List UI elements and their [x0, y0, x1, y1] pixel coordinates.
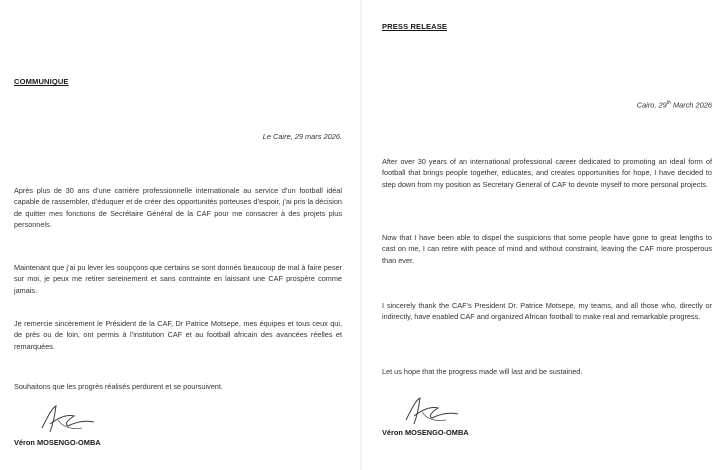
press-release-date: [637, 100, 712, 109]
communique-paragraph-4: Souhaitons que les progrès réalisés perdurent et se poursuivent.: [14, 382, 223, 391]
date-suffix: March 2026: [670, 100, 712, 110]
press-release-paragraph-2: Now that I have been able to dispel the suspicions that some people have gone to great lengths to cast on me, I can retire with peace of mind and without constraint, leaving the CAF more prosperous than ever.: [382, 233, 712, 265]
press-release-heading: PRESS RELEASE: [382, 22, 448, 31]
press-release-signatory: Véron MOSENGO-OMBA: [382, 428, 469, 437]
communique-heading: COMMUNIQUE: [14, 77, 69, 86]
date-ordinal: th: [666, 100, 671, 106]
communique-paragraph-3: Je remercie sincèrement le Président de la CAF, Dr Patrice Motsepe, mes équipes et tous ceux qui, de près ou de loin, ont permis à l’institution CAF et au football africain des avancées réelles et remarquées.: [14, 319, 342, 351]
signature-scribble: [38, 402, 98, 436]
english-press-release-page: [362, 0, 720, 470]
communique-paragraph-2: Maintenant que j’ai pu lever les soupçons que certains se sont donnés beaucoup de mal à faire peser sur moi, je peux me retirer sereinement et sans contrainte en laissant une CAF prospère comme jamais.: [14, 263, 342, 295]
press-release-paragraph-4: Let us hope that the progress made will last and be sustained.: [382, 367, 583, 376]
communique-signatory: Véron MOSENGO-OMBA: [14, 438, 101, 447]
communique-date: Le Caire, 29 mars 2026.: [262, 132, 342, 141]
press-release-paragraph-1: After over 30 years of an international professional career dedicated to promoting an ideal form of football that brings people together, educates, and creates opportunities for hope, I have decided to step down from my position as Secretary General of CAF to devote myself to more personal projects.: [382, 157, 712, 189]
signature-scribble: [402, 394, 462, 428]
communique-paragraph-1: Après plus de 30 ans d’une carrière professionnelle internationale au service d’un football idéal capable de rassembler, d’éduquer et de créer des opportunités porteuses d’espoir, j’ai pris la décision de quitter mes fonctions de Secrétaire Général de la CAF pour me consacrer à des projets plus personnels.: [14, 186, 342, 229]
date-prefix: Cairo, 29: [636, 100, 667, 110]
press-release-paragraph-3: I sincerely thank the CAF’s President Dr. Patrice Motsepe, my teams, and all those who, directly or indirectly, have enabled CAF and organized African football to make real and remarkable progress.: [382, 301, 712, 322]
